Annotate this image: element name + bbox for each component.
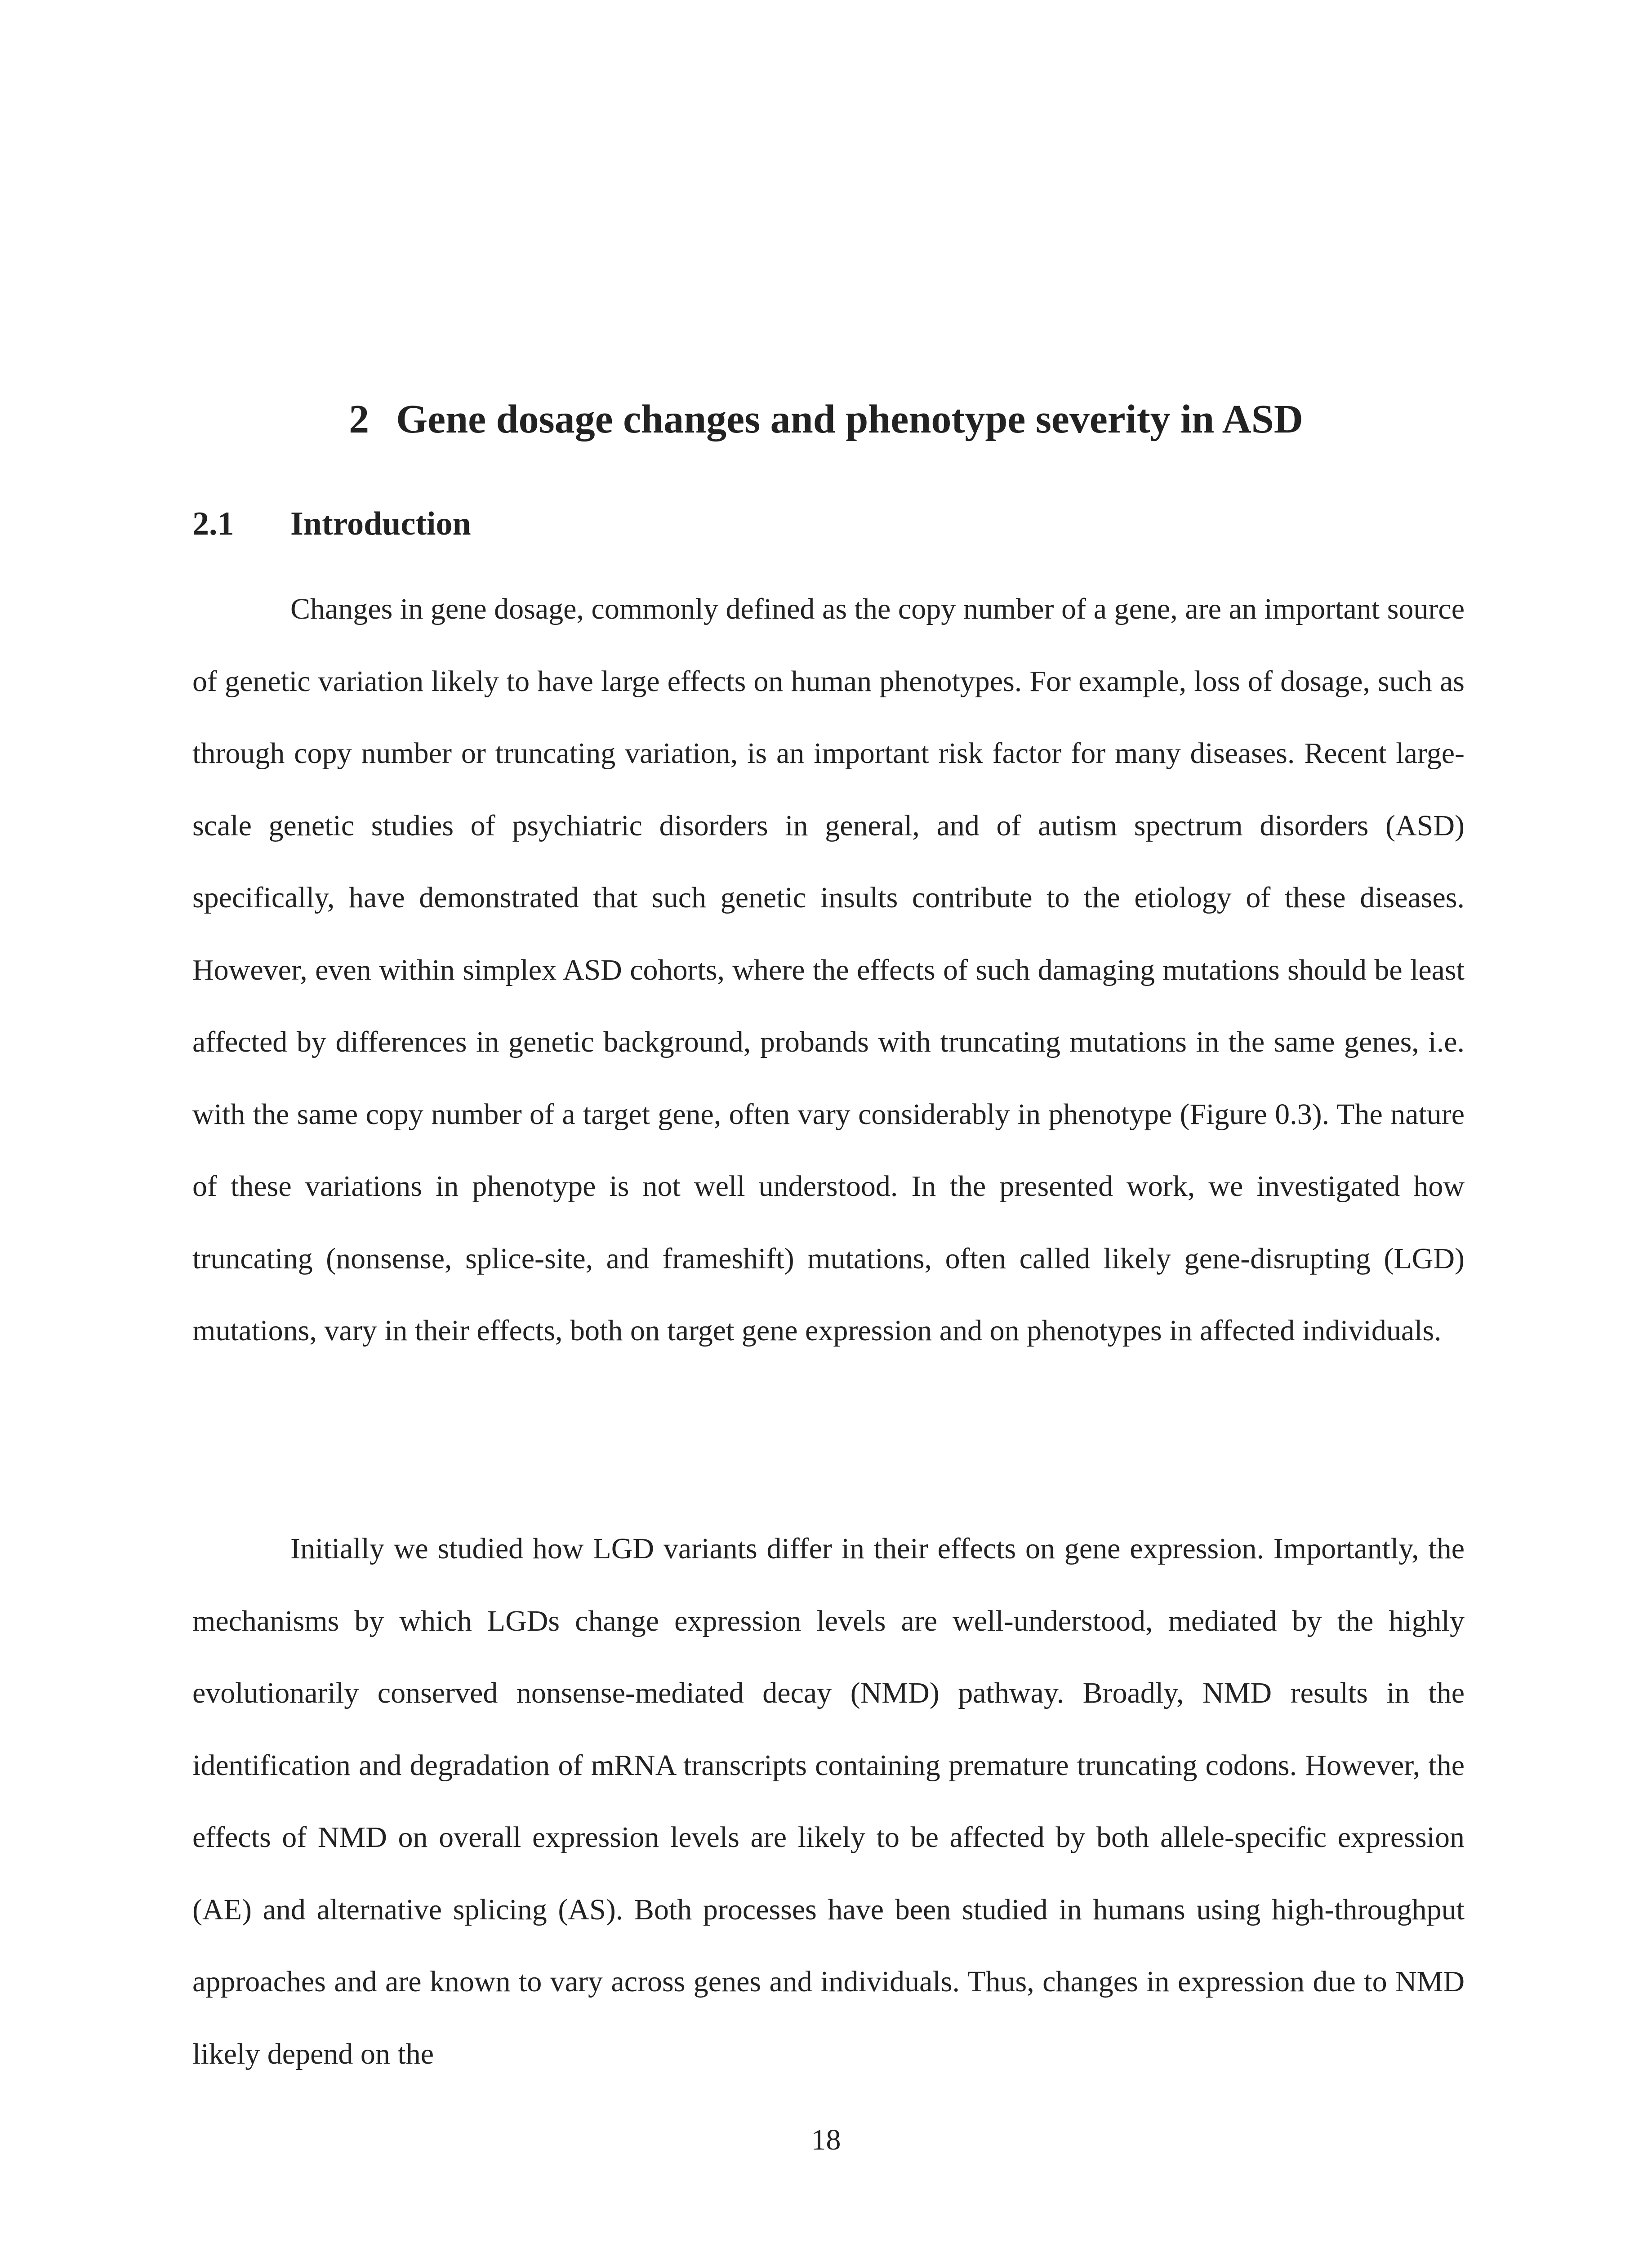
paragraph-1: Changes in gene dosage, commonly defined as the copy number of a gene, are an important source of genetic variation likely to have large effects on human phenotypes. For example, loss of dosage, such as through copy number or truncating variation, is an important risk factor for many diseases. Recent large-scale genetic studies of psychiatric disorders in general, and of autism spectrum disorders (ASD) specifically, have demonstrated that such genetic insults contribute to the etiology of these diseases. However, even within simplex ASD cohorts, where the effects of such damaging mutations should be least affected by differences in genetic background, probands with truncating mutations in the same genes, i.e. with the same copy number of a target gene, often vary considerably in phenotype (Figure 0.3). The nature of these variations in phenotype is not well understood. In the presented work, we investigated how truncating (nonsense, splice-site, and frameshift) mutations, often called likely gene-disrupting (LGD) mutations, vary in their effects, both on target gene expression and on phenotypes in affected individuals. (192, 593, 1465, 1347)
section-title-text: Introduction (290, 505, 471, 542)
section-heading (192, 504, 471, 544)
page-number: 18 (811, 2123, 841, 2156)
paragraph-2: Initially we studied how LGD variants differ in their effects on gene expression. Importantly, the mechanisms by which LGDs change expression levels are well-understood, mediated by the highly evolutionarily conserved nonsense-mediated decay (NMD) pathway. Broadly, NMD results in the identification and degradation of mRNA transcripts containing premature truncating codons. However, the effects of NMD on overall expression levels are likely to be affected by both allele-specific expression (AE) and alternative splicing (AS). Both processes have been studied in humans using high-throughput approaches and are known to vary across genes and individuals. Thus, changes in expression due to NMD likely depend on the (192, 1532, 1465, 2070)
chapter-number: 2 (349, 397, 370, 442)
chapter-title (0, 395, 1652, 444)
section-number: 2.1 (192, 505, 234, 542)
chapter-title-text: Gene dosage changes and phenotype severity in ASD (396, 397, 1303, 442)
